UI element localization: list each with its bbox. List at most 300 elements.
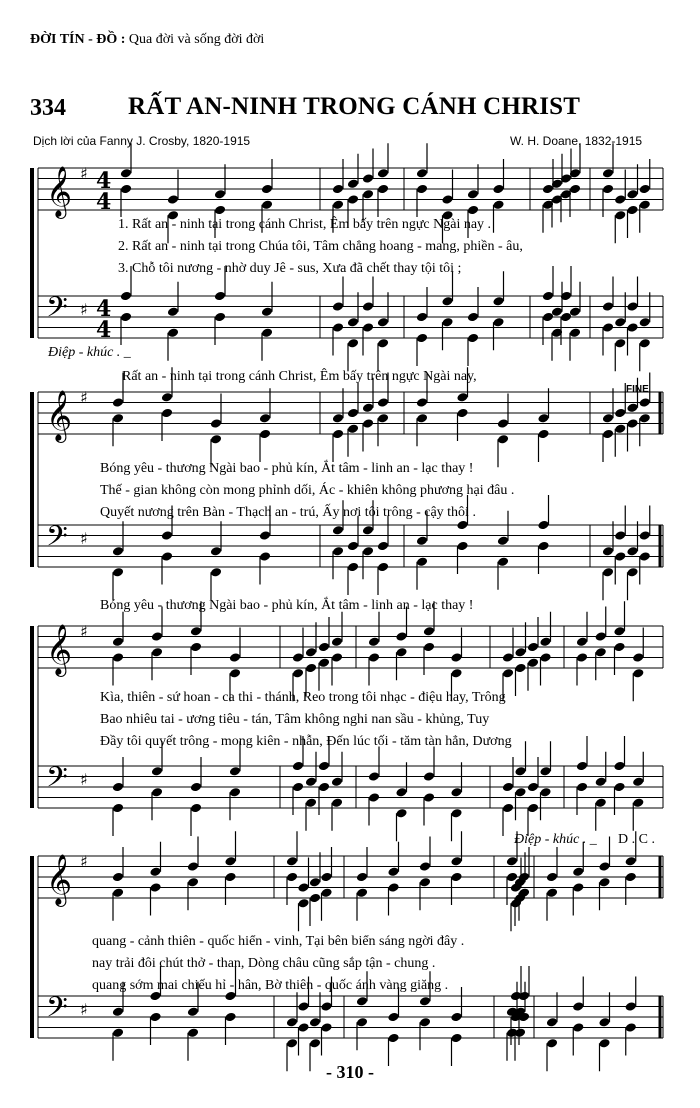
notehead [297,898,309,909]
notehead [632,797,644,808]
chorus-label: Điệp - khúc . _ [48,345,131,360]
verse-2-line: Thế - gian không còn mong phỉnh dối, Ác - khiên không phương hại đâu . [100,483,515,498]
notehead [632,776,644,787]
notehead [112,803,124,814]
notehead [214,291,226,302]
notehead [626,205,638,216]
key-sharp-icon: ♯ [80,164,88,183]
notehead [527,803,539,814]
notehead [387,1012,399,1023]
bass-clef-icon: 𝄢 [46,761,68,801]
key-sharp-icon: ♯ [80,388,88,407]
notehead [210,546,222,557]
notehead [546,872,558,883]
notehead [450,1033,462,1044]
notehead [626,189,638,200]
notehead [395,787,407,798]
notehead [318,657,330,668]
notehead [572,1001,584,1012]
notehead [151,787,163,798]
notehead [356,1017,368,1028]
notehead [639,530,651,541]
notehead [387,866,399,877]
notehead [416,333,428,344]
notehead [626,301,638,312]
notehead [450,668,462,679]
notehead [598,1017,610,1028]
notehead [467,189,479,200]
notehead [614,551,626,562]
notehead [423,642,435,653]
notehead [292,652,304,663]
notehead [229,668,241,679]
notehead [261,327,273,338]
notehead [210,567,222,578]
notehead [602,301,614,312]
notehead [149,1012,161,1023]
notehead [395,647,407,658]
notehead [332,525,344,536]
notehead [456,408,468,419]
notehead [229,787,241,798]
chorus-line: Bóng yêu - thương Ngài bao - phủ kín, Ắt tâm - linh an - lạc thay ! [100,598,474,613]
notehead [332,184,344,195]
notehead [187,1027,199,1038]
notehead [626,546,638,557]
notehead [362,525,374,536]
notehead [377,413,389,424]
notehead [368,792,380,803]
notehead [595,776,607,787]
notehead [416,312,428,323]
notehead [167,194,179,205]
notehead [305,797,317,808]
key-sharp-icon: ♯ [80,852,88,871]
notehead [602,546,614,557]
notehead [187,877,199,888]
notehead [598,1038,610,1049]
notehead [497,434,509,445]
notehead [456,541,468,552]
notehead [224,872,236,883]
notehead [441,317,453,328]
time-signature-digit: 4 [96,296,112,322]
notehead [639,338,651,349]
notehead [161,530,173,541]
notehead [112,567,124,578]
notehead [626,402,638,413]
notehead [332,301,344,312]
dc-marking: D . C . [618,832,655,847]
notehead [318,761,330,772]
notehead [210,434,222,445]
notehead [614,194,626,205]
book-subtitle: Qua đời và sống đời đời [128,32,265,47]
notehead [347,408,359,419]
notehead [416,413,428,424]
notehead [572,1022,584,1033]
notehead [416,397,428,408]
notehead [419,1017,431,1028]
notehead [292,782,304,793]
treble-clef-icon: 𝄞 [46,854,73,905]
notehead [377,317,389,328]
notehead [602,322,614,333]
notehead [625,872,637,883]
notehead [450,787,462,798]
notehead [639,199,651,210]
key-sharp-icon: ♯ [80,770,88,789]
notehead [639,184,651,195]
notehead [595,647,607,658]
notehead [362,546,374,557]
notehead [151,647,163,658]
notehead [112,887,124,898]
notehead [331,776,343,787]
verse-2-line: nay trải đôi chút thở - than, Dòng châu cũng sắp tận - chung . [92,956,436,971]
notehead [419,861,431,872]
notehead [120,312,132,323]
notehead [467,205,479,216]
notehead [639,317,651,328]
notehead [602,184,614,195]
verse-1-line: quang - cảnh thiên - quốc hiển - vinh, Tại bên biển sáng ngời đây . [92,934,465,949]
notehead [595,631,607,642]
notehead [161,551,173,562]
notehead [167,306,179,317]
notehead [416,556,428,567]
notehead [190,642,202,653]
notehead [502,782,514,793]
notehead [576,782,588,793]
notehead [331,652,343,663]
notehead [441,194,453,205]
notehead [224,856,236,867]
notehead [187,1006,199,1017]
notehead [539,766,551,777]
notehead [318,642,330,653]
notehead [598,877,610,888]
notehead [214,205,226,216]
notehead [120,184,132,195]
notehead [613,761,625,772]
verse-2-line: 2. Rất an - ninh tại trong Chúa tôi, Tâm chẳng hoang - mang, phiền - âu, [118,239,523,254]
notehead [149,882,161,893]
notehead [347,317,359,328]
notehead [492,184,504,195]
notehead [332,546,344,557]
notehead [514,1027,526,1038]
notehead [261,306,273,317]
time-signature-digit: 4 [96,168,112,194]
notehead [514,787,526,798]
notehead [626,322,638,333]
notehead [356,996,368,1007]
notehead [632,668,644,679]
notehead [112,1027,124,1038]
notehead [613,642,625,653]
notehead [190,803,202,814]
notehead [259,413,271,424]
notehead [149,866,161,877]
notehead [309,877,321,888]
verse-1-line: Kìa, thiên - sứ hoan - ca thi - thánh, Reo trong tôi nhạc - điệu hay, Trông [100,690,506,705]
notehead [320,1022,332,1033]
notehead [467,333,479,344]
notehead [614,210,626,221]
notehead [450,1012,462,1023]
notehead [419,996,431,1007]
notehead [356,887,368,898]
hymn-title: RẤT AN-NINH TRONG CÁNH CHRIST [128,93,581,120]
notehead [377,184,389,195]
notehead [423,771,435,782]
notehead [514,663,526,674]
notehead [441,296,453,307]
notehead [450,872,462,883]
notehead [639,413,651,424]
notehead [112,397,124,408]
notehead [614,423,626,434]
notehead [229,652,241,663]
notehead [492,317,504,328]
treble-clef-icon: 𝄞 [46,390,73,441]
notehead [576,761,588,772]
notehead [614,338,626,349]
notehead [297,1022,309,1033]
notehead [347,562,359,573]
notehead [518,991,530,1002]
verse-1-line: Bóng yêu - thương Ngài bao - phủ kín, Ắt tâm - linh an - lạc thay ! [100,461,474,476]
notehead [602,413,614,424]
notehead [309,1038,321,1049]
chorus-line: Rất an - ninh tại trong cánh Christ, Êm bấy trên ngực Ngài nay, [122,369,477,384]
treble-clef-icon: 𝄞 [46,166,73,217]
music-credit: W. H. Doane, 1832-1915 [510,134,643,148]
page-number: - 310 - [326,1062,374,1082]
notehead [613,782,625,793]
notehead [259,429,271,440]
notehead [286,1017,298,1028]
notehead [423,792,435,803]
notehead [546,1017,558,1028]
hymn-number: 334 [30,95,66,121]
lyrics-credit: Dịch lời của Fanny J. Crosby, 1820-1915 [33,134,251,148]
notehead [261,184,273,195]
notehead [395,808,407,819]
notehead [416,535,428,546]
notehead [224,1012,236,1023]
notehead [286,856,298,867]
notehead [595,797,607,808]
notehead [537,520,549,531]
notehead [190,782,202,793]
notehead [569,327,581,338]
notehead [542,291,554,302]
notehead [497,556,509,567]
notehead [546,887,558,898]
notehead [347,194,359,205]
notehead [497,418,509,429]
notehead [467,312,479,323]
notehead [356,872,368,883]
notehead [602,429,614,440]
notehead [450,856,462,867]
notehead [112,652,124,663]
chorus-label: Điệp - khúc . _ [514,832,597,847]
notehead [297,882,309,893]
notehead [377,562,389,573]
notehead [190,626,202,637]
notehead [626,567,638,578]
notehead [539,652,551,663]
verse-2-line: Bao nhiêu tai - ương tiêu - tán, Tâm không nghi nan sầu - khủng, Tuy [100,712,490,727]
verse-3-line: 3. Chỗ tôi nương - nhờ duy Jê - sus, Xưa đã chết thay tội tôi ; [118,261,462,276]
notehead [347,178,359,189]
verse-3-line: quang sớm mai chiếu hỉ - hân, Bờ thiên - quốc ánh vàng giăng . [92,978,449,993]
notehead [368,652,380,663]
notehead [502,652,514,663]
notehead [387,1033,399,1044]
notehead [527,642,539,653]
notehead [625,1022,637,1033]
notehead [214,312,226,323]
notehead [527,782,539,793]
notehead [331,636,343,647]
notehead [167,327,179,338]
notehead [546,1038,558,1049]
notehead [423,626,435,637]
notehead [261,199,273,210]
notehead [377,168,389,179]
notehead [614,530,626,541]
notehead [613,626,625,637]
key-sharp-icon: ♯ [80,1000,88,1019]
notehead [506,856,518,867]
notehead [456,392,468,403]
notehead [377,541,389,552]
notehead [362,189,374,200]
notehead [377,338,389,349]
notehead [450,652,462,663]
notehead [502,668,514,679]
notehead [332,429,344,440]
notehead [259,530,271,541]
notehead [331,797,343,808]
bass-clef-icon: 𝄢 [46,520,68,560]
notehead [625,1001,637,1012]
notehead [320,1001,332,1012]
notehead [332,199,344,210]
notehead [368,636,380,647]
notehead [456,520,468,531]
bass-clef-icon: 𝄢 [46,291,68,331]
notehead [572,882,584,893]
notehead [539,787,551,798]
notehead [602,168,614,179]
notehead [362,418,374,429]
notehead [502,803,514,814]
notehead [214,189,226,200]
notehead [210,418,222,429]
notehead [305,776,317,787]
notehead [347,541,359,552]
notehead [492,296,504,307]
notehead [497,535,509,546]
key-sharp-icon: ♯ [80,529,88,548]
notehead [450,808,462,819]
notehead [229,766,241,777]
treble-clef-icon: 𝄞 [46,624,73,675]
notehead [259,551,271,562]
notehead [112,782,124,793]
notehead [514,766,526,777]
notehead [305,647,317,658]
notehead [292,761,304,772]
notehead [419,877,431,888]
notehead [347,423,359,434]
notehead [416,184,428,195]
notehead [576,652,588,663]
notehead [347,338,359,349]
notehead [537,541,549,552]
notehead [297,1001,309,1012]
notehead [151,766,163,777]
time-signature-digit: 4 [96,317,112,343]
fine-marking: FINE [626,384,649,395]
notehead [537,429,549,440]
notehead [161,408,173,419]
notehead [292,668,304,679]
verse-3-line: Đầy tôi quyết trông - mong kiên - nhẫn, Đến lúc tối - tăm tàn hẳn, Dương [100,734,512,749]
notehead [639,551,651,562]
notehead [527,657,539,668]
notehead [112,636,124,647]
key-sharp-icon: ♯ [80,300,88,319]
key-sharp-icon: ♯ [80,622,88,641]
notehead [492,199,504,210]
notehead [187,861,199,872]
notehead [614,317,626,328]
notehead [309,1017,321,1028]
notehead [576,636,588,647]
notehead [626,418,638,429]
notehead [120,168,132,179]
notehead [625,856,637,867]
notehead [332,413,344,424]
bass-clef-icon: 𝄢 [46,991,68,1031]
notehead [598,861,610,872]
notehead [362,322,374,333]
notehead [151,631,163,642]
notehead [161,392,173,403]
notehead [514,647,526,658]
notehead [320,872,332,883]
notehead [377,397,389,408]
notehead [395,631,407,642]
notehead [539,636,551,647]
time-signature-digit: 4 [96,189,112,215]
notehead [387,882,399,893]
book-title: ĐỜI TÍN - ĐỒ : [30,32,126,47]
verse-3-line: Quyết nương trên Bàn - Thạch an - trú, Ấy nơi tôi trông - cậy thôi . [100,505,476,520]
notehead [286,1038,298,1049]
notehead [572,866,584,877]
notehead [112,413,124,424]
notehead [320,887,332,898]
verse-1-line: 1. Rất an - ninh tại trong cánh Christ, Êm bấy trên ngực Ngài nay . [118,217,492,232]
notehead [537,413,549,424]
